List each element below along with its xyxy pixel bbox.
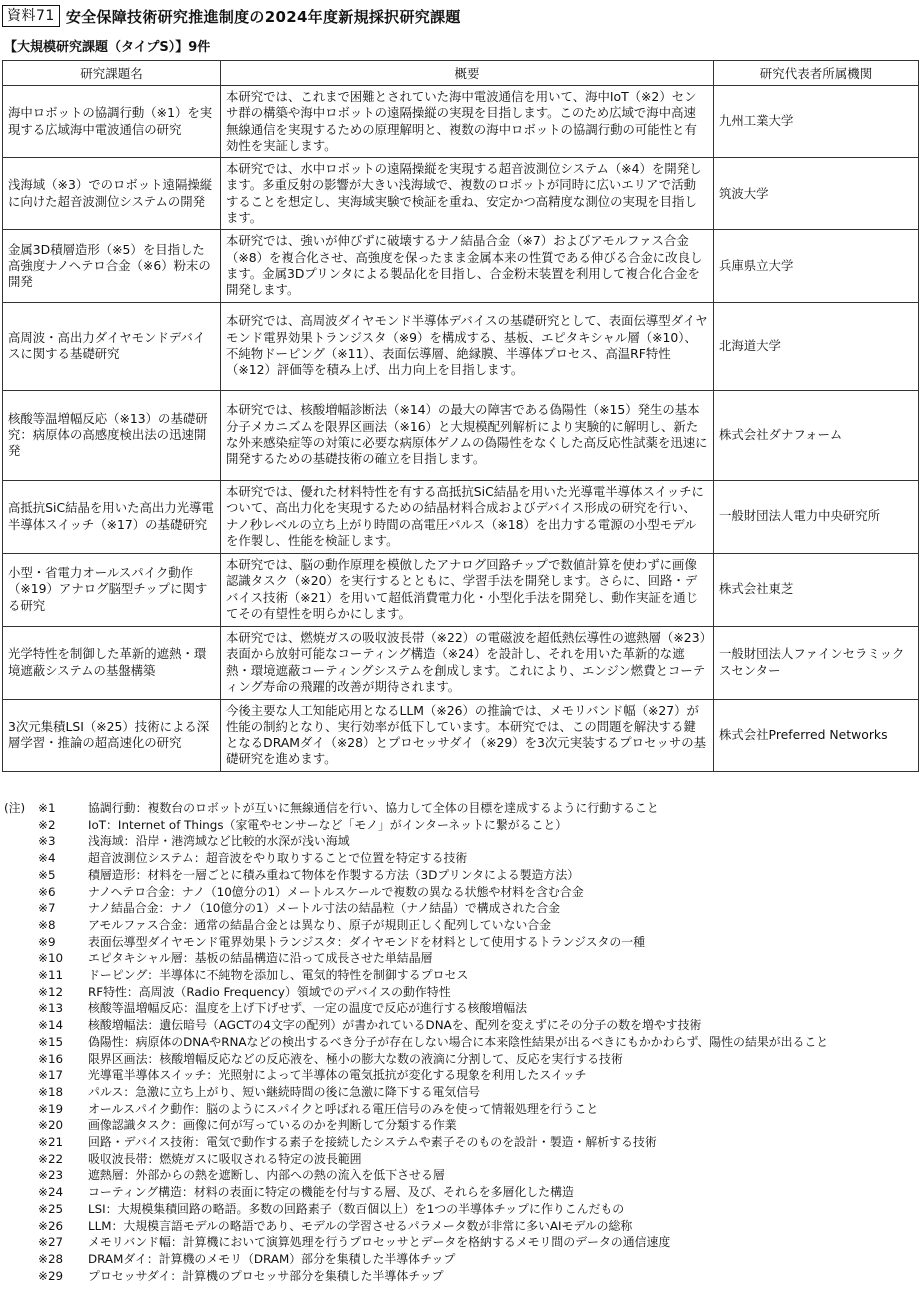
project-title: 浅海域（※3）でのロボット遠隔操縦に向けた超音波測位システムの開発 <box>3 158 221 230</box>
footnote-number: ※21 <box>38 1135 64 1150</box>
footnote-number: ※7 <box>38 901 56 916</box>
table-row <box>3 158 919 230</box>
table-row <box>3 390 919 480</box>
project-title: 核酸等温増幅反応（※13）の基礎研究：病原体の高感度検出法の迅速開発 <box>3 390 221 480</box>
footnote-prefix <box>4 1017 38 1034</box>
footnote-number: ※3 <box>38 834 56 849</box>
footnote-number: ※15 <box>38 1034 64 1049</box>
footnote-text: 超音波測位システム：超音波をやり取りすることで位置を特定する技術 <box>88 851 468 866</box>
footnote-text: プロセッサダイ：計算機のプロセッサ部分を集積した半導体チップ <box>88 1268 444 1283</box>
footnote-text: LSI：大規模集積回路の略語。多数の回路素子（数百個以上）を1つの半導体チップに作りこんだもの <box>88 1201 625 1216</box>
footnote-text: LLM：大規模言語モデルの略語であり、モデルの学習させるパラメータ数が非常に多いAIモデルの総称 <box>88 1218 633 1233</box>
project-institution: 株式会社東芝 <box>714 553 919 626</box>
project-title: 高周波・高出力ダイヤモンドデバイスに関する基礎研究 <box>3 302 221 390</box>
table-row <box>3 302 919 390</box>
document-header <box>2 4 461 28</box>
footnote-item <box>4 1084 916 1101</box>
footnote-number: ※11 <box>38 968 64 983</box>
footnote-prefix <box>4 934 38 951</box>
footnote-text: 限界区画法：核酸増幅反応などの反応液を、極小の膨大な数の液滴に分割して、反応を実行する技術 <box>88 1051 623 1066</box>
footnote-prefix <box>4 984 38 1001</box>
footnote-number: ※8 <box>38 917 56 932</box>
footnote-item <box>4 984 916 1001</box>
project-title: 金属3D積層造形（※5）を目指した高強度ナノヘテロ合金（※6）粉末の開発 <box>3 230 221 302</box>
footnote-prefix <box>4 1034 38 1051</box>
table-header-row <box>3 61 919 86</box>
project-summary: 本研究では、優れた材料特性を有する高抵抗SiC結晶を用いた光導電半導体スイッチについて、高出力化を実現するための結晶材料合成およびデバイス形成の研究を行い、ナノ秒レベルの立ち上がり時間の高電圧パルス（※18）を出力する電源の小型モデルを作製し、性能を検証します。 <box>221 480 714 553</box>
footnote-item <box>4 1034 916 1051</box>
footnote-item <box>4 833 916 850</box>
footnotes <box>4 800 916 1284</box>
footnote-text: 核酸等温増幅反応：温度を上げ下げせず、一定の温度で反応が進行する核酸増幅法 <box>88 1001 528 1016</box>
footnote-item <box>4 1151 916 1168</box>
footnote-prefix <box>4 850 38 867</box>
footnote-text: 遮熱層：外部からの熱を遮断し、内部への熱の流入を低下させる層 <box>88 1168 445 1183</box>
project-institution: 一般財団法人電力中央研究所 <box>714 480 919 553</box>
footnote-prefix <box>4 1234 38 1251</box>
project-institution: 筑波大学 <box>714 158 919 230</box>
project-summary: 本研究では、強いが伸びずに破壊するナノ結晶合金（※7）およびアモルファス合金（※8）を複合化させ、高強度を保ったまま金属本来の性質である伸びる合金に改良します。金属3Dプリンタによる製品化を目指し、合金粉末装置を利用して複合化合金を開発します。 <box>221 230 714 302</box>
footnote-item <box>4 1134 916 1151</box>
project-title: 海中ロボットの協調行動（※1）を実現する広域海中電波通信の研究 <box>3 86 221 158</box>
footnote-prefix <box>4 950 38 967</box>
project-title: 高抵抗SiC結晶を用いた高出力光導電半導体スイッチ（※17）の基礎研究 <box>3 480 221 553</box>
footnote-number: ※23 <box>38 1168 64 1183</box>
footnote-number: ※5 <box>38 867 56 882</box>
footnote-prefix <box>4 967 38 984</box>
footnote-item <box>4 1000 916 1017</box>
footnote-text: 光導電半導体スイッチ：光照射によって半導体の電気抵抗が変化する現象を利用したスイッチ <box>88 1068 587 1083</box>
footnote-prefix <box>4 1084 38 1101</box>
footnote-text: エピタキシャル層：基板の結晶構造に沿って成長させた単結晶層 <box>88 951 433 966</box>
footnote-prefix <box>4 1151 38 1168</box>
footnote-text: 核酸増幅法：遺伝暗号（AGCTの4文字の配列）が書かれているDNAを、配列を変えずにその分子の数を増やす技術 <box>88 1018 702 1033</box>
footnote-number: ※19 <box>38 1101 64 1116</box>
footnote-prefix <box>4 1117 38 1134</box>
project-title: 光学特性を制御した革新的遮熱・環境遮蔽システムの基盤構築 <box>3 626 221 699</box>
footnote-item <box>4 1234 916 1251</box>
footnote-number: ※25 <box>38 1201 64 1216</box>
footnote-number: ※24 <box>38 1185 64 1200</box>
footnote-text: 表面伝導型ダイヤモンド電界効果トランジスタ：ダイヤモンドを材料として使用するトランジスタの一種 <box>88 934 646 949</box>
footnote-text: 協調行動：複数台のロボットが互いに無線通信を行い、協力して全体の目標を達成するように行動すること <box>88 801 659 815</box>
footnote-prefix <box>4 1101 38 1118</box>
footnote-prefix <box>4 817 38 834</box>
table-row <box>3 86 919 158</box>
footnote-text: 浅海域：沿岸・港湾域など比較的水深が浅い海域 <box>88 834 350 849</box>
column-header-summary: 概要 <box>221 61 714 86</box>
project-institution: 兵庫県立大学 <box>714 230 919 302</box>
footnote-prefix: (注) <box>4 801 26 815</box>
footnote-prefix <box>4 917 38 934</box>
research-table <box>2 60 919 772</box>
footnote-prefix <box>4 1000 38 1017</box>
footnote-item <box>4 1201 916 1218</box>
footnote-prefix <box>4 867 38 884</box>
footnote-number: ※1 <box>38 801 56 815</box>
footnote-prefix <box>4 1067 38 1084</box>
footnote-item <box>4 934 916 951</box>
footnote-number: ※18 <box>38 1084 64 1099</box>
footnote-text: 吸収波長帯：燃焼ガスに吸収される特定の波長範囲 <box>88 1151 362 1166</box>
footnote-item <box>4 950 916 967</box>
footnote-text: コーティング構造：材料の表面に特定の機能を付与する層、及び、それらを多層化した構造 <box>88 1185 574 1200</box>
footnote-text: 回路・デバイス技術：電気で動作する素子を接続したシステムや素子そのものを設計・製造・解析する技術 <box>88 1135 657 1150</box>
project-institution: 九州工業大学 <box>714 86 919 158</box>
footnote-text: メモリバンド幅：計算機において演算処理を行うプロセッサとデータを格納するメモリ間のデータの通信速度 <box>88 1235 671 1250</box>
footnote-number: ※4 <box>38 851 56 866</box>
footnote-item <box>4 1017 916 1034</box>
footnote-number: ※14 <box>38 1018 64 1033</box>
footnote-item <box>4 884 916 901</box>
footnote-text: アモルファス合金：通常の結晶合金とは異なり、原子が規則正しく配列していない合金 <box>88 917 552 932</box>
project-institution: 株式会社Preferred Networks <box>714 699 919 771</box>
footnote-text: 画像認識タスク：画像に何が写っているのかを判断して分類する作業 <box>88 1118 457 1133</box>
footnote-item <box>4 1184 916 1201</box>
footnote-item <box>4 900 916 917</box>
footnote-prefix <box>4 1167 38 1184</box>
footnote-item <box>4 1218 916 1235</box>
footnote-text: RF特性：高周波（Radio Frequency）領域でのデバイスの動作特性 <box>88 984 451 999</box>
footnote-prefix <box>4 900 38 917</box>
project-title: 小型・省電力オールスパイク動作（※19）アナログ脳型チップに関する研究 <box>3 553 221 626</box>
footnote-number: ※28 <box>38 1251 64 1266</box>
footnote-item <box>4 850 916 867</box>
footnote-item <box>4 1067 916 1084</box>
table-row <box>3 480 919 553</box>
footnote-prefix <box>4 1184 38 1201</box>
footnote-number: ※26 <box>38 1218 64 1233</box>
footnote-item <box>4 1167 916 1184</box>
footnote-number: ※12 <box>38 984 64 999</box>
footnote-text: 偽陽性：病原体のDNAやRNAなどの検出するべき分子が存在しない場合に本来陰性結果が出るべきにもかかわらず、陽性の結果が出ること <box>88 1034 829 1049</box>
footnote-text: ナノ結晶合金：ナノ（10億分の1）メートル寸法の結晶粒（ナノ結晶）で構成された合金 <box>88 901 561 916</box>
footnote-number: ※29 <box>38 1268 64 1283</box>
project-summary: 本研究では、水中ロボットの遠隔操縦を実現する超音波測位システム（※4）を開発します。多重反射の影響が大きい浅海域で、複数のロボットが同時に広いエリアで活動することを想定し、実海域実験で検証を重ね、安定かつ高精度な測位の実現を目指します。 <box>221 158 714 230</box>
footnote-text: IoT：Internet of Things（家電やセンサーなど「モノ」がインターネットに繋がること） <box>88 817 568 832</box>
footnote-prefix <box>4 1218 38 1235</box>
footnote-prefix <box>4 1251 38 1268</box>
footnote-number: ※17 <box>38 1068 64 1083</box>
project-institution: 北海道大学 <box>714 302 919 390</box>
footnote-number: ※20 <box>38 1118 64 1133</box>
project-institution: 一般財団法人ファインセラミックスセンター <box>714 626 919 699</box>
project-summary: 本研究では、核酸増幅診断法（※14）の最大の障害である偽陽性（※15）発生の基本分子メカニズムを限界区画法（※16）と大規模配列解析により実験的に解明し、新たな外来感染症等の対策に必要な病原体ゲノムの偽陽性をなくした高反応性試薬を迅速に開発するための基礎技術の確立を目指します。 <box>221 390 714 480</box>
footnote-number: ※22 <box>38 1151 64 1166</box>
footnote-number: ※27 <box>38 1235 64 1250</box>
project-title: 3次元集積LSI（※25）技術による深層学習・推論の超高速化の研究 <box>3 699 221 771</box>
table-row <box>3 230 919 302</box>
table-row <box>3 699 919 771</box>
footnote-text: ドーピング：半導体に不純物を添加し、電気的特性を制御するプロセス <box>88 968 469 983</box>
project-summary: 本研究では、脳の動作原理を模倣したアナログ回路チップで数値計算を使わずに画像認識タスク（※20）を実行するとともに、学習手法を開発します。さらに、回路・デバイス技術（※21）を用いて超低消費電力化・小型化手法を開発し、動作実証を通じてその有望性を明らかにします。 <box>221 553 714 626</box>
footnote-prefix <box>4 1051 38 1068</box>
column-header-title: 研究課題名 <box>3 61 221 86</box>
footnote-prefix <box>4 1134 38 1151</box>
footnote-item <box>4 867 916 884</box>
footnote-text: 積層造形：材料を一層ごとに積み重ねて物体を作製する方法（3Dプリンタによる製造方法） <box>88 867 580 882</box>
footnote-item <box>4 1101 916 1118</box>
footnote-item <box>4 800 916 817</box>
footnote-number: ※2 <box>38 817 56 832</box>
document-title: 安全保障技術研究推進制度の2024年度新規採択研究課題 <box>65 7 461 26</box>
column-header-institution: 研究代表者所属機関 <box>714 61 919 86</box>
footnote-item <box>4 1117 916 1134</box>
project-summary: 今後主要な人工知能応用となるLLM（※26）の推論では、メモリバンド幅（※27）が性能の制約となり、実行効率が低下しています。本研究では、この問題を解決する鍵となるDRAMダイ（※28）とプロセッサダイ（※29）を3次元実装するプロセッサの基礎研究を進めます。 <box>221 699 714 771</box>
footnote-prefix <box>4 884 38 901</box>
project-summary: 本研究では、これまで困難とされていた海中電波通信を用いて、海中IoT（※2）センサ群の構築や海中ロボットの遠隔操縦の実現を目指します。このため広域で海中高速無線通信を実現するための原理解明と、複数の海中ロボットの協調行動の可能性と有効性を実証します。 <box>221 86 714 158</box>
footnote-number: ※13 <box>38 1001 64 1016</box>
footnote-item <box>4 817 916 834</box>
project-summary: 本研究では、高周波ダイヤモンド半導体デバイスの基礎研究として、表面伝導型ダイヤモンド電界効果トランジスタ（※9）を構成する、基板、エピタキシャル層（※10）、不純物ドーピング（※11）、表面伝導層、絶縁膜、半導体プロセス、高温RF特性（※12）評価等を積み上げ、出力向上を目指します。 <box>221 302 714 390</box>
footnote-item <box>4 1051 916 1068</box>
document-label: 資料71 <box>2 5 60 27</box>
footnote-text: オールスパイク動作：脳のようにスパイクと呼ばれる電圧信号のみを使って情報処理を行うこと <box>88 1101 599 1116</box>
footnote-text: パルス：急激に立ち上がり、短い継続時間の後に急激に降下する電気信号 <box>88 1084 481 1099</box>
footnote-number: ※9 <box>38 934 56 949</box>
footnote-item <box>4 1251 916 1268</box>
footnote-prefix <box>4 1201 38 1218</box>
footnote-text: DRAMダイ：計算機のメモリ（DRAM）部分を集積した半導体チップ <box>88 1251 456 1266</box>
footnote-number: ※10 <box>38 951 64 966</box>
table-row <box>3 626 919 699</box>
section-heading: 【大規模研究課題（タイプS）】9件 <box>4 40 211 55</box>
footnote-number: ※16 <box>38 1051 64 1066</box>
footnote-number: ※6 <box>38 884 56 899</box>
footnote-item <box>4 967 916 984</box>
footnote-prefix <box>4 833 38 850</box>
footnote-prefix <box>4 1268 38 1285</box>
project-summary: 本研究では、燃焼ガスの吸収波長帯（※22）の電磁波を超低熱伝導性の遮熱層（※23）表面から放射可能なコーティング構造（※24）を設計し、それを用いた革新的な遮熱・環境遮蔽コーティングシステムを創成します。これにより、エンジン燃費とコーティング寿命の飛躍的改善が期待されます。 <box>221 626 714 699</box>
project-institution: 株式会社ダナフォーム <box>714 390 919 480</box>
footnote-item <box>4 917 916 934</box>
table-row <box>3 553 919 626</box>
footnote-item <box>4 1268 916 1285</box>
footnote-text: ナノヘテロ合金：ナノ（10億分の1）メートルスケールで複数の異なる状態や材料を含む合金 <box>88 884 584 899</box>
